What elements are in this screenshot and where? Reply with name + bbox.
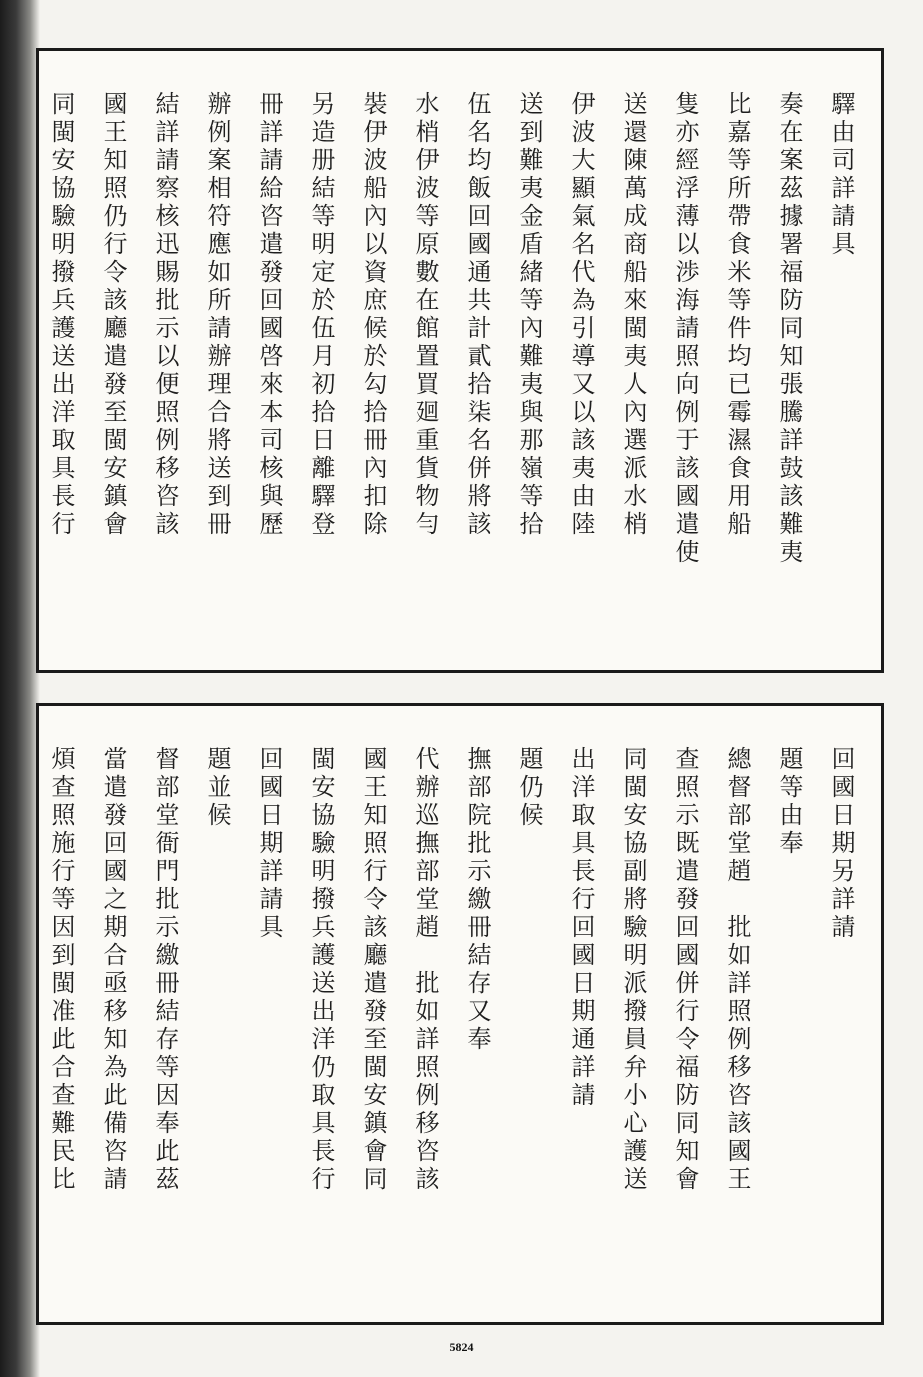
bottom-text-columns	[45, 746, 857, 1302]
bottom-column: 國王知照行令該廳遣發至閩安鎮會同	[359, 746, 387, 1194]
top-column: 比嘉等所帶食米等件均已霉濕食用船	[723, 91, 751, 539]
top-column: 裝伊波船內以資庶候於勾拾冊內扣除	[359, 91, 387, 539]
bottom-column: 撫部院批示繳冊結存又奉	[463, 746, 491, 1054]
top-column: 伍名均飯回國通共計貳拾柒名併將該	[463, 91, 491, 539]
bottom-column: 題仍候	[515, 746, 543, 830]
top-column: 奏在案茲據署福防同知張騰詳鼓該難夷	[775, 91, 803, 567]
top-column: 同閩安協驗明撥兵護送出洋取具長行	[47, 91, 75, 539]
top-column: 結詳請察核迅賜批示以便照例移咨該	[151, 91, 179, 539]
bottom-column: 同閩安協副將驗明派撥員弁小心護送	[619, 746, 647, 1194]
top-column: 驛由司詳請具	[827, 91, 855, 259]
bottom-column: 煩查照施行等因到閩准此合查難民比	[47, 746, 75, 1194]
bottom-column: 回國日期另詳請	[827, 746, 855, 942]
top-column: 隻亦經浮薄以渉海請照向例于該國遣使	[671, 91, 699, 567]
bottom-column: 總督部堂趙 批如詳照例移咨該國王	[723, 746, 751, 1194]
top-column: 另造册結等明定於伍月初拾日離驛登	[307, 91, 335, 539]
top-column: 送到難夷金盾緒等內難夷與那嶺等拾	[515, 91, 543, 539]
top-text-columns	[45, 91, 857, 650]
bottom-column: 出洋取具長行回國日期通詳請	[567, 746, 595, 1110]
bottom-column: 題等由奉	[775, 746, 803, 858]
top-column: 辦例案相符應如所請辦理合將送到冊	[203, 91, 231, 539]
bottom-column: 代辦巡撫部堂趙 批如詳照例移咨該	[411, 746, 439, 1194]
bottom-column: 督部堂衙門批示繳冊結存等因奉此茲	[151, 746, 179, 1194]
bottom-column: 題並候	[203, 746, 231, 830]
bottom-manuscript-panel	[36, 703, 884, 1325]
bottom-column: 當遣發回國之期合亟移知為此備咨請	[99, 746, 127, 1194]
bottom-column: 閩安協驗明撥兵護送出洋仍取具長行	[307, 746, 335, 1194]
top-column: 伊波大顯氣名代為引導又以該夷由陸	[567, 91, 595, 539]
bottom-column: 回國日期詳請具	[255, 746, 283, 942]
page-number: 5824	[449, 1340, 474, 1354]
book-binding-shadow	[0, 0, 40, 1377]
top-column: 送還陳萬成商船來閩夷人內選派水梢	[619, 91, 647, 539]
bottom-column: 查照示既遣發回國併行令福防同知會	[671, 746, 699, 1194]
top-manuscript-panel	[36, 48, 884, 673]
top-column: 水梢伊波等原數在館置買廻重貨物勻	[411, 91, 439, 539]
top-column: 國王知照仍行令該廳遣發至閩安鎮會	[99, 91, 127, 539]
top-column: 冊詳請給咨遣發回國啓來本司核與歷	[255, 91, 283, 539]
